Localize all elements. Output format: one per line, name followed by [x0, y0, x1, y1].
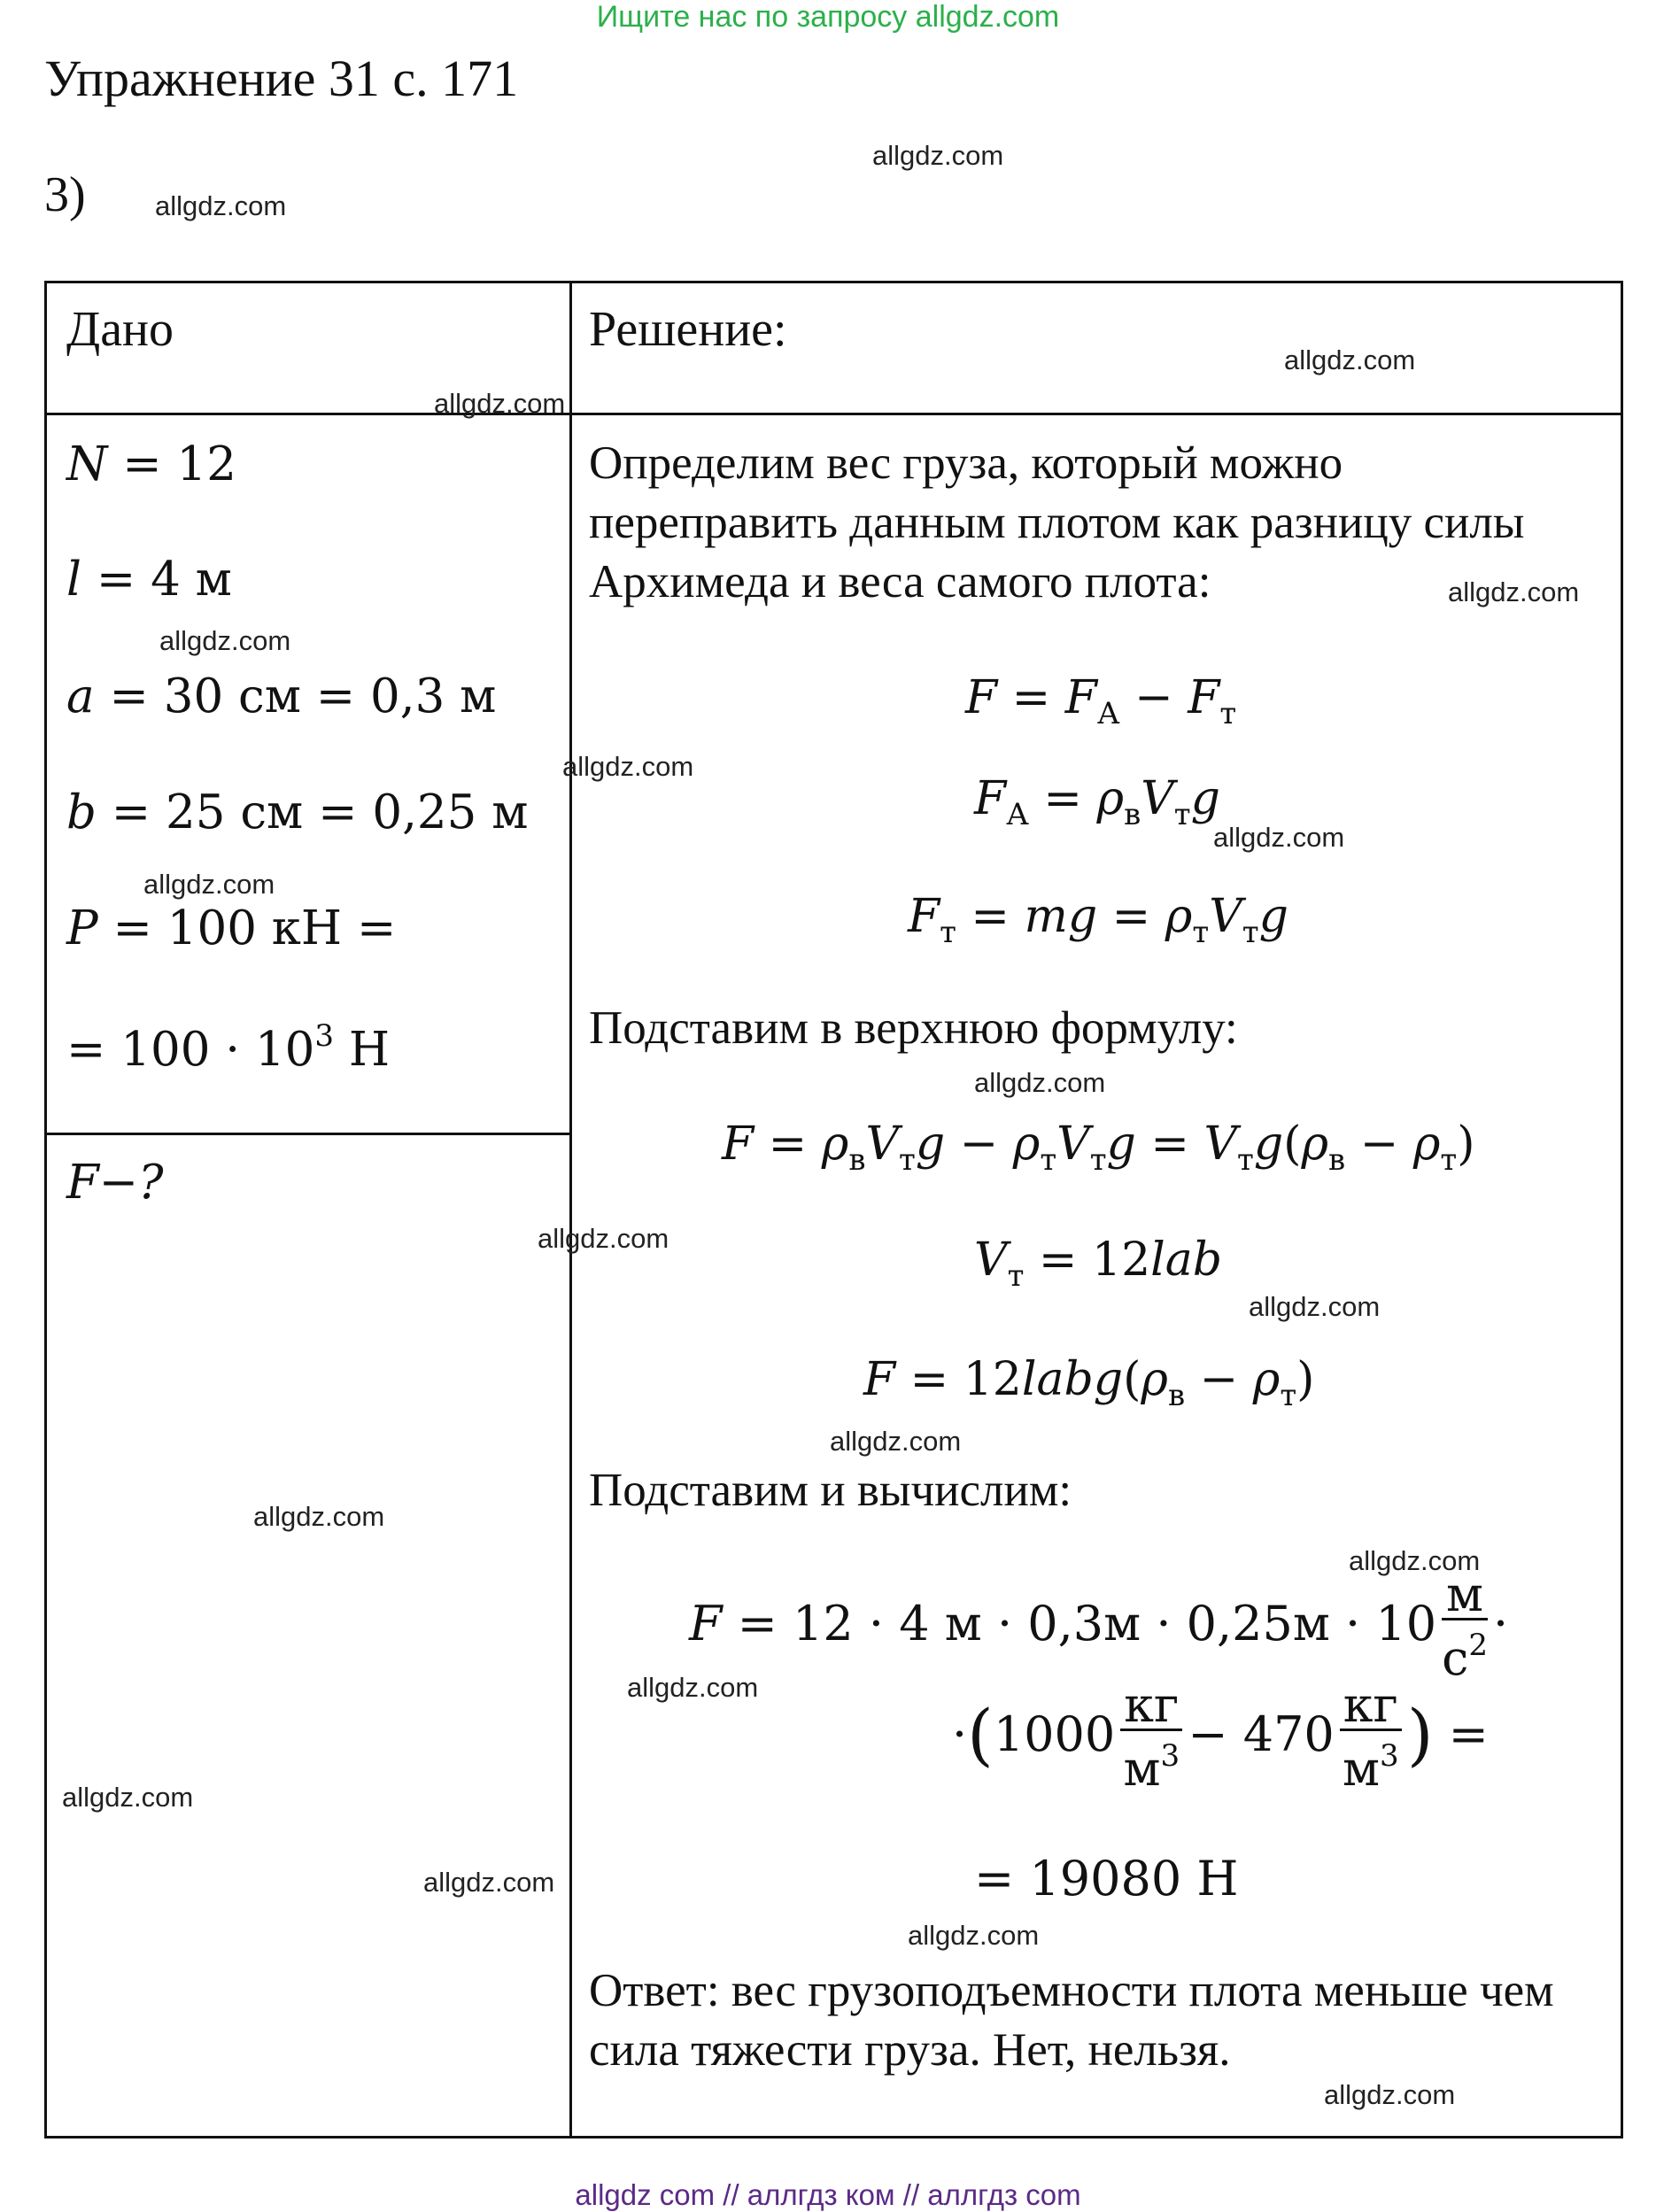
given-l-value: = 4 м	[96, 553, 232, 607]
watermark: allgdz.com	[253, 1501, 385, 1532]
watermark: allgdz.com	[434, 388, 566, 419]
table-border-bottom	[44, 2136, 1622, 2139]
given-p-si	[66, 1018, 390, 1077]
bottom-banner[interactable]: allgdz com // аллгдз ком // аллгдз com	[575, 2178, 1081, 2211]
watermark: allgdz.com	[1349, 1545, 1481, 1576]
formula-gravity: $F_т$ = mg = $\rho_тV_тg$	[908, 890, 1288, 950]
given-b: b = 25 см = 0,25 м	[66, 785, 529, 839]
solution-header: Решение:	[589, 302, 787, 357]
watermark: allgdz.com	[1324, 2079, 1456, 2110]
given-header: Дано	[66, 302, 174, 357]
column-divider	[569, 281, 572, 2139]
watermark: allgdz.com	[423, 1867, 555, 1898]
table-border-left	[44, 281, 47, 2139]
table-border-top	[44, 281, 1622, 283]
answer-text: Ответ: вес грузоподъемности плота меньше чем сила тяжести груза. Нет, нельзя.	[589, 1965, 1554, 2076]
given-n-value: = 12	[122, 437, 236, 491]
compute-text: Подставим и вычислим:	[589, 1465, 1072, 1516]
watermark: allgdz.com	[1284, 344, 1416, 375]
formula-net-force: $F = F_А - F_т$	[965, 671, 1237, 731]
given-p-si-mantissa: = 100 · 10	[66, 1023, 315, 1077]
exercise-title: Упражнение 31 с. 171	[44, 50, 519, 107]
watermark: allgdz.com	[1213, 822, 1345, 853]
given-divider	[44, 1133, 571, 1135]
watermark: allgdz.com	[562, 751, 694, 782]
top-banner[interactable]: Ищите нас по запросу allgdz.com	[596, 0, 1060, 34]
header-divider	[44, 413, 1622, 415]
watermark: allgdz.com	[159, 625, 291, 656]
given-a-value: = 30 см = 0,3 м	[109, 669, 497, 723]
given-b-value: = 25 см = 0,25 м	[111, 785, 529, 839]
table-border-right	[1621, 281, 1623, 2139]
watermark: allgdz.com	[62, 1782, 194, 1813]
find-f: F−?	[66, 1156, 164, 1210]
calculation-line-1: F = 12 · 4 м · 0,3м · 0,25м · 10 $\frac{м}{с^2}$ ·	[689, 1566, 1509, 1686]
given-l: l = 4 м	[66, 553, 232, 607]
watermark: allgdz.com	[1249, 1291, 1381, 1322]
calculation-line-2: ·(1000 $\frac{кг}{м^3}$ − 470 $\frac{кг}{м^3}$ ) =	[952, 1677, 1489, 1797]
calculation-result: = 19080 Н	[974, 1851, 1239, 1906]
given-p-si-unit: Н	[334, 1023, 391, 1077]
given-p-value: = 100 кН =	[112, 901, 397, 955]
given-p: P = 100 кН =	[66, 901, 397, 955]
given-p-si-exponent: 3	[314, 1018, 335, 1054]
watermark: allgdz.com	[143, 869, 275, 900]
formula-volume: $V_т = 12lab$	[974, 1234, 1223, 1294]
given-a: a = 30 см = 0,3 м	[66, 669, 497, 723]
watermark: allgdz.com	[627, 1672, 759, 1703]
watermark: allgdz.com	[538, 1223, 669, 1254]
formula-final: $F = 12labg(\rho_в - \rho_т)$	[863, 1353, 1315, 1413]
watermark: allgdz.com	[1448, 576, 1580, 607]
part-number: 3)	[44, 167, 86, 222]
watermark: allgdz.com	[155, 190, 287, 221]
watermark: allgdz.com	[872, 140, 1004, 171]
substitute-text: Подставим в верхнюю формулу:	[589, 1002, 1238, 1054]
watermark: allgdz.com	[908, 1920, 1040, 1951]
formula-substituted: $F = \rho_вV_тg - \rho_тV_тg = V_тg(\rho_в - \rho_т)$	[722, 1118, 1475, 1178]
given-n: N = 12	[66, 437, 236, 491]
formula-archimedes: $F_А = \rho_вV_тg$	[974, 772, 1220, 832]
watermark: allgdz.com	[830, 1426, 962, 1457]
solution-intro: Определим вес груза, который можно переправить данным плотом как разницу силы Архимеда и веса самого плота:	[589, 437, 1525, 607]
watermark: allgdz.com	[974, 1067, 1106, 1098]
